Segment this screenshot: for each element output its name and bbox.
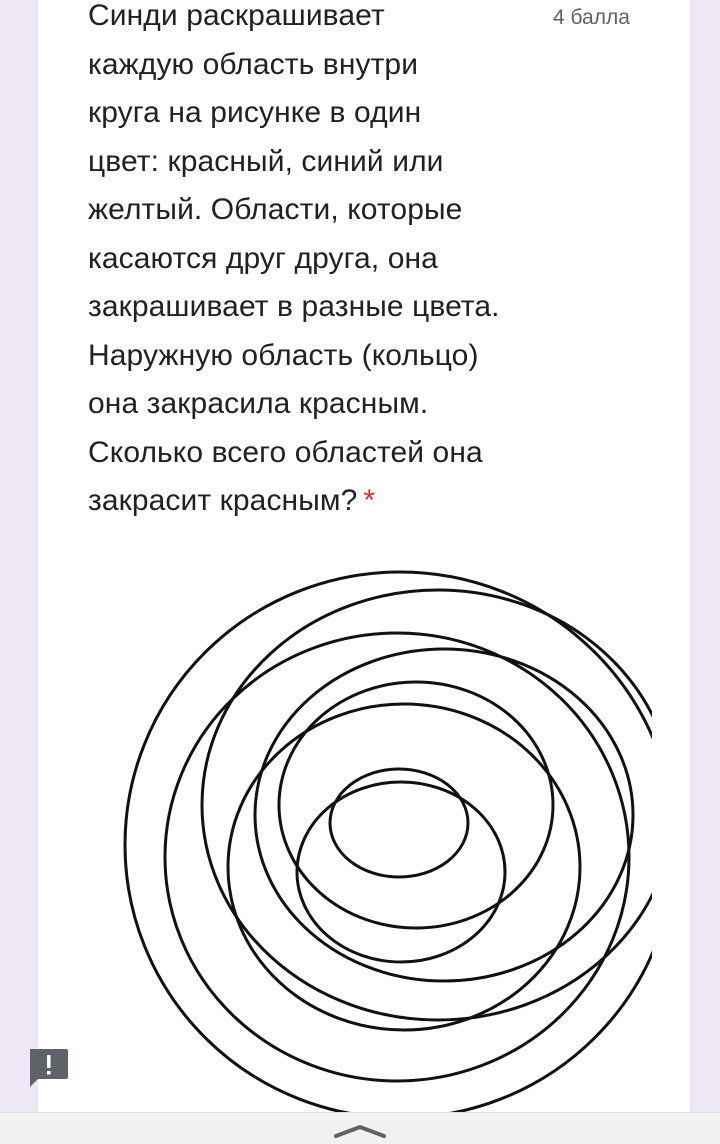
question-line: Сколько всего областей она [88,435,483,469]
question-line: закрасит красным? [88,484,358,517]
inner-ellipse [330,769,468,877]
outer-circle [125,572,652,1118]
nested-circles-figure [76,560,652,1120]
ring-2-right-ellipse [202,590,652,1020]
chevron-up-icon [330,1120,390,1142]
question-line: Синди раскрашивает [88,0,385,32]
report-feedback-icon [26,1046,70,1090]
question-title [88,0,558,526]
question-line-last [88,477,558,526]
ring-4-left-ellipse [297,782,505,962]
question-line: она закрасила красным. [88,387,429,420]
question-line: круга на рисунке в один [88,96,422,129]
question-line: каждую область внутри [88,47,419,81]
question-line: желтый. Области, которые [88,193,463,226]
question-line: цвет: красный, синий или [88,144,444,178]
question-line: касаются друг друга, она [88,241,438,275]
question-line: закрашивает в разные цвета. [88,290,500,323]
report-feedback-button[interactable] [26,1046,70,1090]
question-line: Наружную область (кольцо) [88,338,479,372]
bottom-sheet-handle[interactable] [330,1120,390,1142]
ring-4-right-ellipse [279,682,553,928]
ring-3-left-ellipse [228,704,580,1030]
ring-2-left-ellipse [165,633,629,1081]
required-asterisk: * [363,484,376,517]
points-label: 4 балла [553,6,630,29]
question-card [38,0,690,1112]
ring-3-right-ellipse [255,649,633,981]
